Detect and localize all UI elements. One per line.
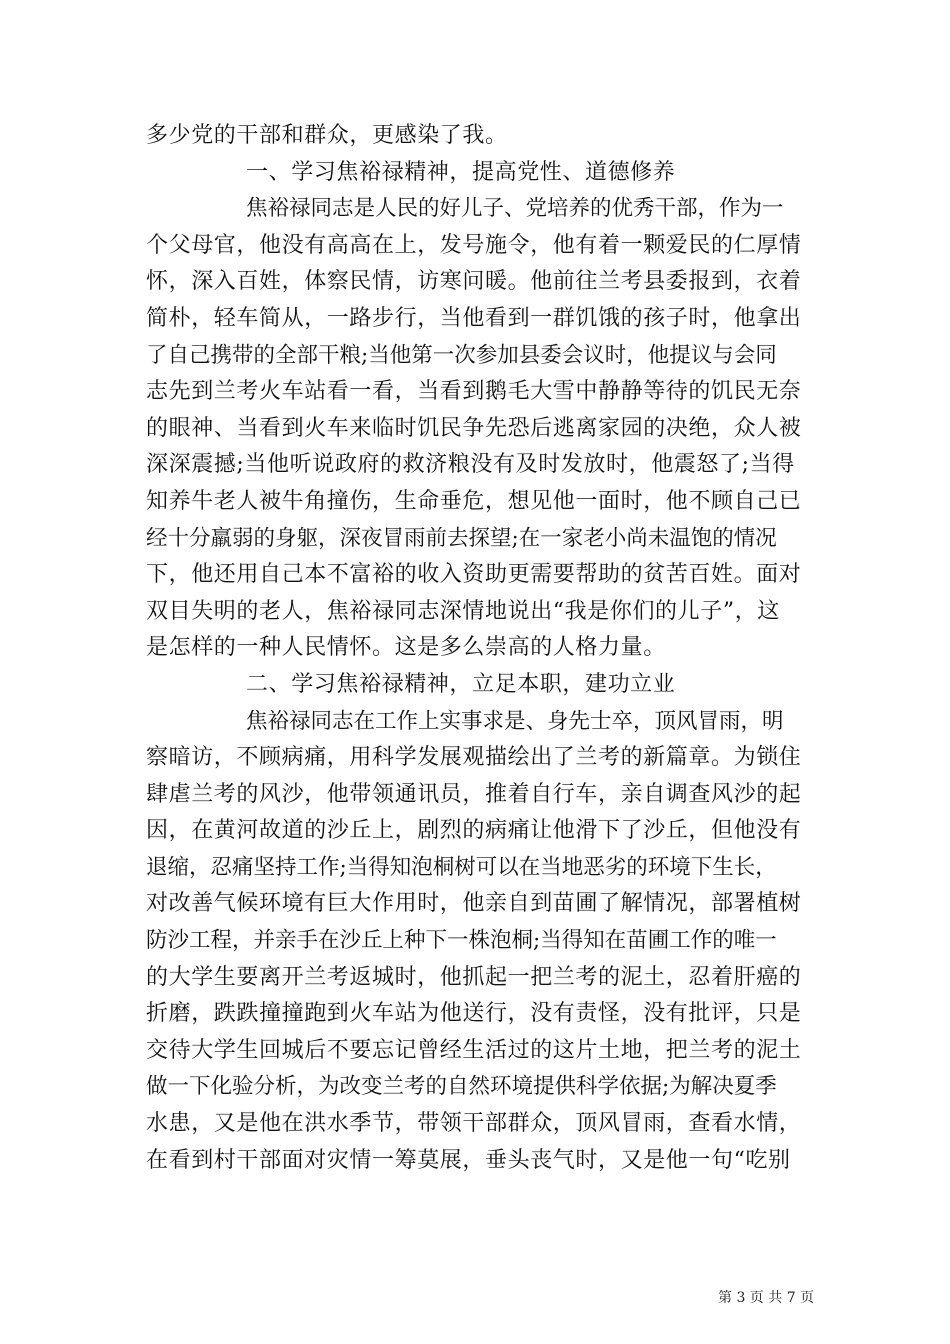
paragraph-line: 经十分羸弱的身躯，深夜冒雨前去探望;在一家老小尚未温饱的情况 xyxy=(146,525,777,551)
paragraph-line: 交待大学生回城后不要忘记曾经生活过的这片土地，把兰考的泥土 xyxy=(146,1037,802,1063)
paragraph-line: 察暗访，不顾病痛，用科学发展观描绘出了兰考的新篇章。为锁住 xyxy=(146,745,802,771)
paragraph-line: 简朴，轻车简从，一路步行，当他看到一群饥饿的孩子时，他拿出 xyxy=(146,305,802,331)
paragraph-line: 肆虐兰考的风沙，他带领通讯员，推着自行车，亲自调查风沙的起 xyxy=(146,781,802,807)
paragraph-line: 志先到兰考火车站看一看，当看到鹅毛大雪中静静等待的饥民无奈 xyxy=(146,379,802,405)
paragraph-line: 因，在黄河故道的沙丘上，剧烈的病痛让他滑下了沙丘，但他没有 xyxy=(146,818,802,844)
paragraph-line: 的眼神、当看到火车来临时饥民争先恐后逃离家园的决绝，众人被 xyxy=(146,415,802,441)
paragraph-line: 焦裕禄同志是人民的好儿子、党培养的优秀干部，作为一 xyxy=(246,196,784,222)
paragraph-line: 多少党的干部和群众，更感染了我。 xyxy=(146,123,508,148)
paragraph-line: 退缩，忍痛坚持工作;当得知泡桐树可以在当地恶劣的环境下生长， xyxy=(146,854,777,880)
paragraph-line: 做一下化验分析，为改变兰考的自然环境提供科学依据;为解决夏季 xyxy=(146,1074,777,1100)
paragraph-line: 防沙工程，并亲手在沙丘上种下一株泡桐;当得知在苗圃工作的唯一 xyxy=(146,928,777,954)
page-number: 第 3 页 共 7 页 xyxy=(718,1290,815,1306)
paragraph-line: 在看到村干部面对灾情一筹莫展，垂头丧气时，又是他一句“吃别 xyxy=(146,1147,791,1173)
section-heading: 一、学习焦裕禄精神，提高党性、道德修养 xyxy=(246,159,676,185)
paragraph-line: 焦裕禄同志在工作上实事求是、身先士卒，顶风冒雨，明 xyxy=(246,708,784,734)
paragraph-line: 知养牛老人被牛角撞伤，生命垂危，想见他一面时，他不顾自己已 xyxy=(146,488,802,514)
paragraph-line: 的大学生要离开兰考返城时，他抓起一把兰考的泥土，忍着肝癌的 xyxy=(146,964,802,990)
paragraph-line: 个父母官，他没有高高在上，发号施令，他有着一颗爱民的仁厚情 xyxy=(146,232,802,258)
paragraph-line: 是怎样的一种人民情怀。这是多么崇高的人格力量。 xyxy=(146,635,666,661)
paragraph-line: 下，他还用自己本不富裕的收入资助更需要帮助的贫苦百姓。面对 xyxy=(146,562,802,588)
paragraph-line: 折磨，跌跌撞撞跑到火车站为他送行，没有责怪，没有批评，只是 xyxy=(146,1001,802,1027)
body-text xyxy=(146,118,806,1179)
paragraph-line: 了自己携带的全部干粮;当他第一次参加县委会议时，他提议与会同 xyxy=(146,342,777,368)
section-heading: 二、学习焦裕禄精神，立足本职，建功立业 xyxy=(246,671,676,697)
paragraph-line: 深深震撼;当他听说政府的救济粮没有及时发放时，他震怒了;当得 xyxy=(146,452,795,478)
paragraph-line: 对改善气候环境有巨大作用时，他亲自到苗圃了解情况，部署植树 xyxy=(146,891,802,917)
paragraph-line: 水患，又是他在洪水季节，带领干部群众，顶风冒雨，查看水情， xyxy=(146,1111,802,1137)
paragraph-line: 怀，深入百姓，体察民情，访寒问暖。他前往兰考县委报到，衣着 xyxy=(146,269,802,295)
paragraph-line: 双目失明的老人，焦裕禄同志深情地说出“我是你们的儿子”，这 xyxy=(146,598,780,624)
